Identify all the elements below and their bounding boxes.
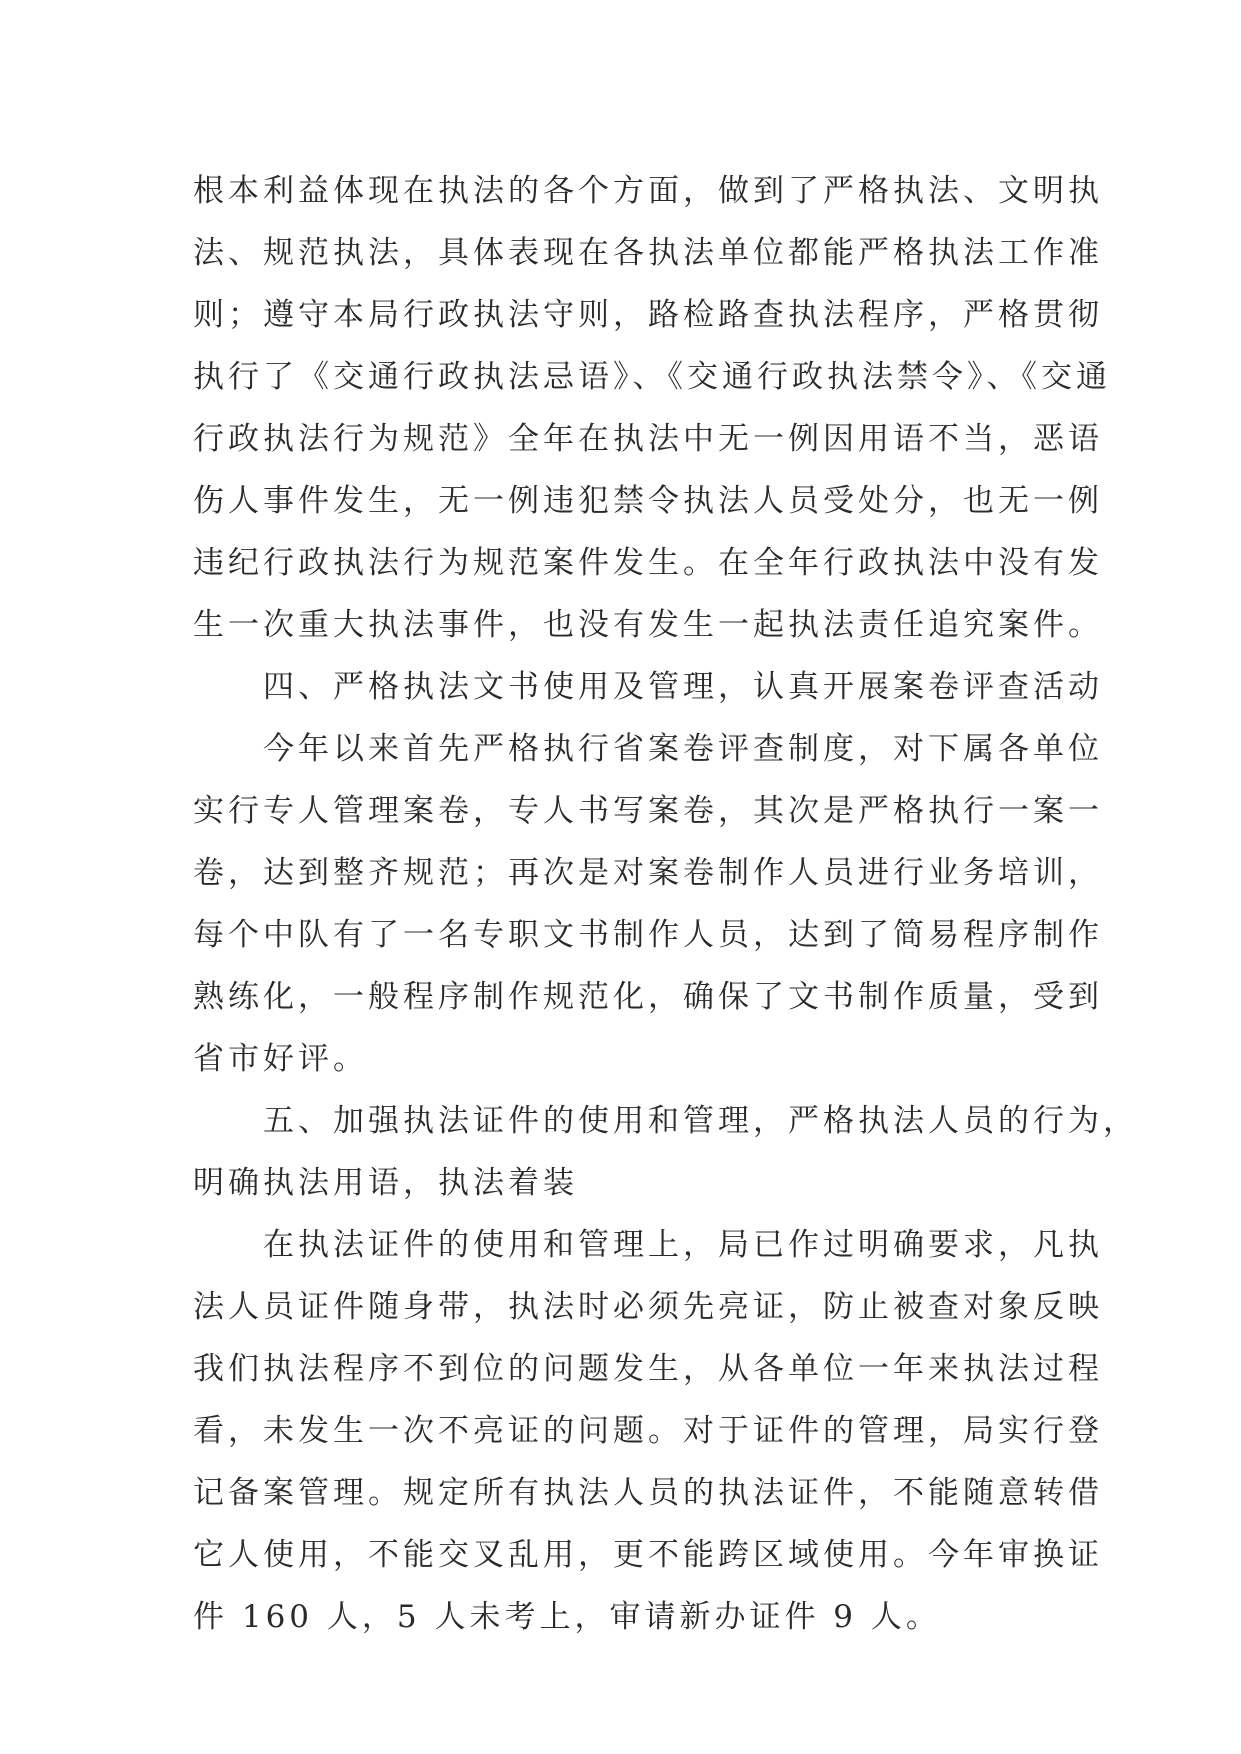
text-line: 今年以来首先严格执行省案卷评查制度，对下属各单位 xyxy=(263,731,1103,767)
text-line: 熟练化，一般程序制作规范化，确保了文书制作质量，受到 xyxy=(193,979,1103,1015)
text-line: 卷，达到整齐规范；再次是对案卷制作人员进行业务培训， xyxy=(193,855,1103,891)
text-line: 记备案管理。规定所有执法人员的执法证件，不能随意转借 xyxy=(193,1475,1103,1511)
text-line: 伤人事件发生，无一例违犯禁令执法人员受处分，也无一例 xyxy=(193,483,1103,519)
text-line: 省市好评。 xyxy=(193,1041,368,1077)
text-line: 则；遵守本局行政执法守则，路检路查执法程序，严格贯彻 xyxy=(193,297,1103,333)
text-line: 我们执法程序不到位的问题发生，从各单位一年来执法过程 xyxy=(193,1351,1103,1387)
text-line: 件 160 人，5 人未考上，审请新办证件 9 人。 xyxy=(193,1599,941,1635)
document-body xyxy=(193,160,1138,1648)
text-line: 法、规范执法，具体表现在各执法单位都能严格执法工作准 xyxy=(193,235,1103,271)
text-line: 执行了《交通行政执法忌语》、《交通行政执法禁令》、《交通 xyxy=(193,359,1111,395)
text-line: 根本利益体现在执法的各个方面，做到了严格执法、文明执 xyxy=(193,173,1103,209)
section-heading-5-continued: 明确执法用语，执法着装 xyxy=(193,1165,578,1201)
section-heading-4: 四、严格执法文书使用及管理，认真开展案卷评查活动 xyxy=(263,669,1103,705)
text-line: 看，未发生一次不亮证的问题。对于证件的管理，局实行登 xyxy=(193,1413,1103,1449)
text-line: 每个中队有了一名专职文书制作人员，达到了简易程序制作 xyxy=(193,917,1103,953)
text-line: 在执法证件的使用和管理上，局已作过明确要求，凡执 xyxy=(263,1227,1103,1263)
text-line: 实行专人管理案卷，专人书写案卷，其次是严格执行一案一 xyxy=(193,793,1103,829)
text-line: 它人使用，不能交叉乱用，更不能跨区域使用。今年审换证 xyxy=(193,1537,1103,1573)
text-line: 法人员证件随身带，执法时必须先亮证，防止被查对象反映 xyxy=(193,1289,1103,1325)
text-line: 生一次重大执法事件，也没有发生一起执法责任追究案件。 xyxy=(193,607,1103,643)
text-line: 违纪行政执法行为规范案件发生。在全年行政执法中没有发 xyxy=(193,545,1103,581)
text-line: 行政执法行为规范》全年在执法中无一例因用语不当，恶语 xyxy=(193,421,1103,457)
section-heading-5: 五、加强执法证件的使用和管理，严格执法人员的行为， xyxy=(263,1103,1138,1139)
